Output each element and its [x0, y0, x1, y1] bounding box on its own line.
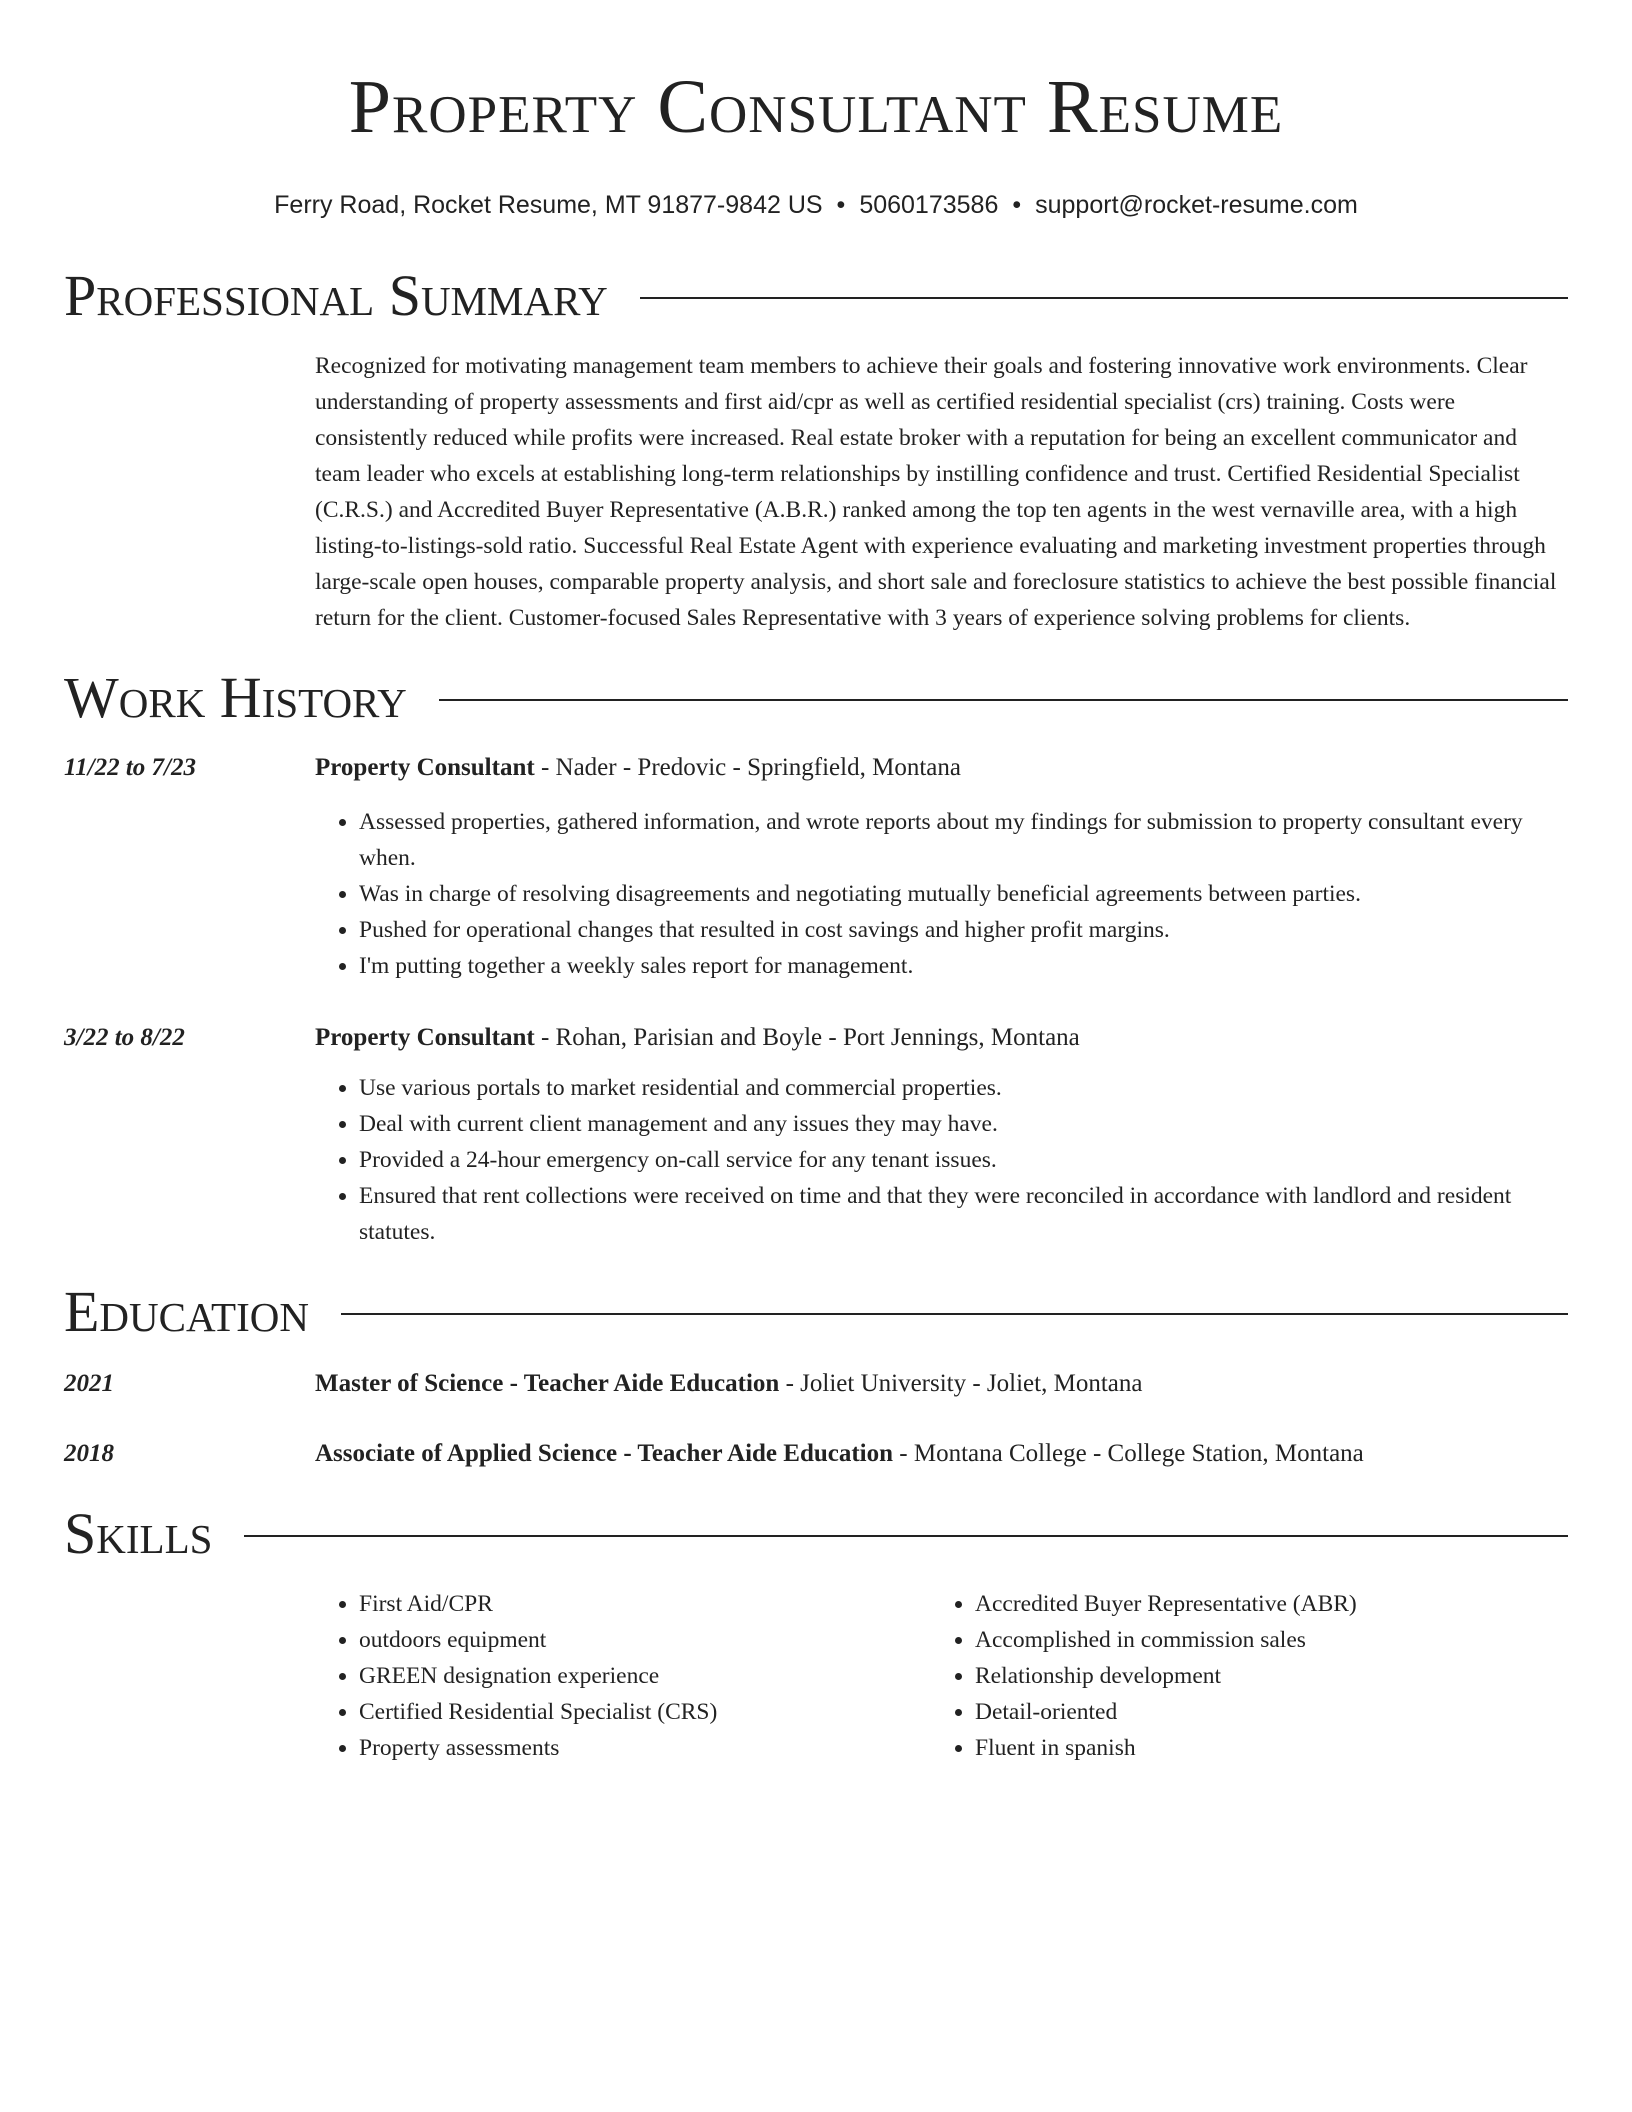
education-entry — [64, 1436, 1568, 1472]
job-title: Property Consultant — [315, 754, 535, 781]
skills-column-1 — [315, 1586, 931, 1766]
job-title: Property Consultant — [315, 1024, 535, 1051]
education-heading: Education — [64, 1279, 309, 1344]
contact-phone: 5060173586 — [859, 191, 999, 219]
job-entry — [64, 1020, 1568, 1250]
job-bullet: • Provided a 24-hour emergency on-call service for any tenant issues. — [359, 1142, 1568, 1178]
education-details: - Joliet University - Joliet, Montana — [779, 1370, 1143, 1397]
education-year: 2018 — [64, 1440, 114, 1467]
skill-item: • GREEN designation experience — [359, 1658, 931, 1694]
skill-item: • Detail-oriented — [975, 1694, 1357, 1730]
skills-list — [315, 1586, 1568, 1766]
skill-item: • First Aid/CPR — [359, 1586, 931, 1622]
section-divider — [244, 1535, 1568, 1537]
contact-separator: • — [1012, 191, 1022, 219]
job-heading — [315, 1020, 1568, 1056]
job-bullet: • Was in charge of resolving disagreements and negotiating mutually beneficial agreements between parties. — [359, 876, 1568, 912]
job-bullets — [315, 1070, 1568, 1250]
summary-heading: Professional Summary — [64, 263, 608, 328]
skill-item: • Property assessments — [359, 1730, 931, 1766]
job-bullet: • Ensured that rent collections were received on time and that they were reconciled in accordance with landlord and resident statutes. — [359, 1178, 1568, 1250]
skill-item: • Relationship development — [975, 1658, 1357, 1694]
section-divider — [439, 699, 1568, 701]
summary-text: Recognized for motivating management team members to achieve their goals and fostering innovative work environments. Clear understanding of property assessments and first aid/cpr as well as certified residential specialist (crs) training. Costs were consistently reduced while profits were increased. Real estate broker with a reputation for being an excellent communicator and team leader who excels at establishing long-term relationships by instilling confidence and trust. Certified Residential Specialist (C.R.S.) and Accredited Buyer Representative (A.B.R.) ranked among the top ten agents in the west vernaville area, with a high listing-to-listings-sold ratio. Successful Real Estate Agent with experience evaluating and marketing investment properties through large-scale open houses, comparable property analysis, and short sale and foreclosure statistics to achieve the best possible financial return for the client. Customer-focused Sales Representative with 3 years of experience solving problems for clients. — [315, 353, 1557, 631]
contact-address: Ferry Road, Rocket Resume, MT 91877-9842 US — [274, 191, 823, 219]
job-bullet: • Pushed for operational changes that resulted in cost savings and higher profit margins. — [359, 912, 1568, 948]
education-entry — [64, 1366, 1568, 1402]
skill-item: • outdoors equipment — [359, 1622, 931, 1658]
education-details: - Montana College - College Station, Montana — [893, 1440, 1364, 1467]
job-details: - Rohan, Parisian and Boyle - Port Jennings, Montana — [534, 1024, 1080, 1051]
job-bullet: • Deal with current client management and any issues they may have. — [359, 1106, 1568, 1142]
work-heading: Work History — [64, 665, 407, 730]
education-degree: Master of Science - Teacher Aide Education — [315, 1370, 780, 1397]
job-bullet: • I'm putting together a weekly sales report for management. — [359, 948, 1568, 984]
skills-section-header — [64, 1502, 1568, 1566]
contact-separator: • — [836, 191, 846, 219]
section-divider — [640, 297, 1568, 299]
job-details: - Nader - Predovic - Springfield, Montana — [534, 754, 961, 781]
job-heading — [315, 750, 1568, 786]
job-bullets — [315, 804, 1568, 984]
section-divider — [341, 1313, 1568, 1315]
education-year: 2021 — [64, 1370, 114, 1397]
education-degree: Associate of Applied Science - Teacher Aide Education — [315, 1440, 894, 1467]
work-section-header — [64, 666, 1568, 730]
skill-item: • Certified Residential Specialist (CRS) — [359, 1694, 931, 1730]
skill-item: • Accomplished in commission sales — [975, 1622, 1357, 1658]
resume-title: Property Consultant Resume — [348, 65, 1284, 149]
education-section-header — [64, 1280, 1568, 1344]
skill-item: • Accredited Buyer Representative (ABR) — [975, 1586, 1357, 1622]
contact-email: support@rocket-resume.com — [1035, 191, 1358, 219]
summary-section-header — [64, 264, 1568, 328]
skills-heading: Skills — [64, 1501, 213, 1566]
contact-line — [64, 190, 1568, 220]
skills-column-2 — [931, 1586, 1357, 1766]
skill-item: • Fluent in spanish — [975, 1730, 1357, 1766]
job-dates: 11/22 to 7/23 — [64, 754, 196, 781]
job-entry — [64, 750, 1568, 984]
job-bullet: • Use various portals to market residential and commercial properties. — [359, 1070, 1568, 1106]
job-bullet: • Assessed properties, gathered information, and wrote reports about my findings for submission to property consultant every when. — [359, 804, 1568, 876]
job-dates: 3/22 to 8/22 — [64, 1024, 185, 1051]
